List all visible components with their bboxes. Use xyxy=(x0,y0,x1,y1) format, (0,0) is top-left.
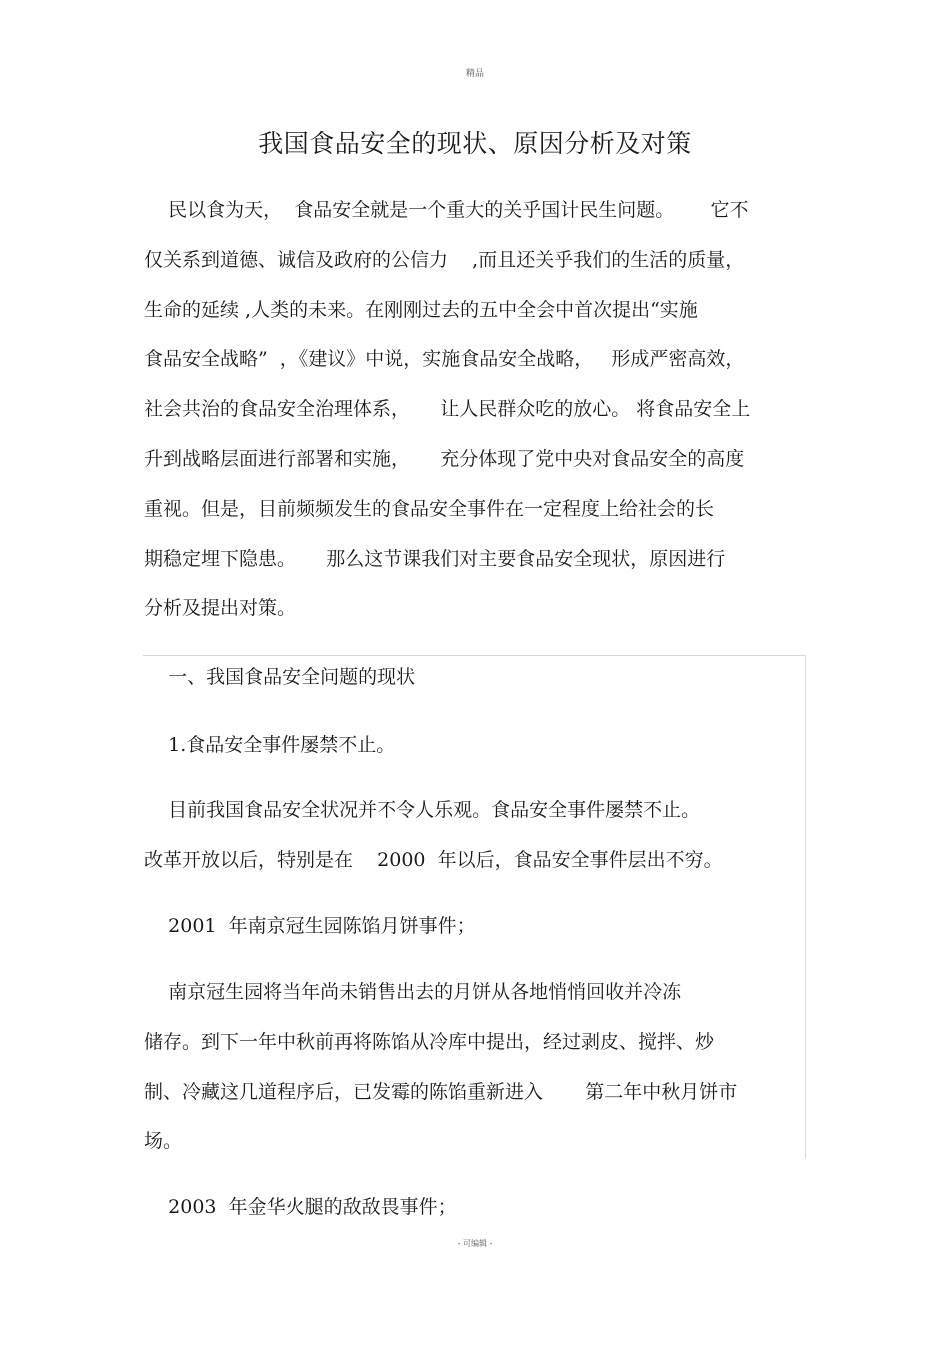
paragraph-line: 目前我国食品安全状况并不令人乐观。食品安全事件屡禁不止。 xyxy=(144,799,701,821)
paragraph-line: 场。 xyxy=(144,1130,183,1152)
intro-paragraph xyxy=(144,190,809,638)
intro-line: 期稳定埋下隐患。 那么这节课我们对主要食品安全现状，原因进行 xyxy=(144,547,726,570)
subsection-heading: 1.食品安全事件屡禁不止。 xyxy=(144,734,396,756)
intro-line: 重视。但是，目前频频发生的食品安全事件在一定程度上给社会的长 xyxy=(144,497,715,520)
intro-line: 分析及提出对策。 xyxy=(144,597,297,620)
intro-line: 民以食为天， 食品安全就是一个重大的关乎国计民生问题。 它不 xyxy=(144,199,749,221)
intro-line: 升到战略层面进行部署和实施， 充分体现了党中央对食品安全的高度 xyxy=(144,447,745,470)
paragraph-line: 制、冷藏这几道程序后，已发霉的陈馅重新进入 第二年中秋月饼市 xyxy=(144,1081,738,1103)
page-header: 精品 xyxy=(465,69,484,79)
intro-line: 社会共治的食品安全治理体系， 让人民群众吃的放心。 将食品安全上 xyxy=(144,398,751,421)
event-heading: 2003 年金华火腿的敌敌畏事件； xyxy=(144,1196,457,1218)
paragraph-line: 储存。到下一年中秋前再将陈馅从冷库中提出，经过剥皮、搅拌、炒 xyxy=(144,1031,715,1053)
paragraph-line: 南京冠生园将当年尚未销售出去的月饼从各地悄悄回收并冷冻 xyxy=(144,981,682,1003)
paragraph-line: 改革开放以后，特别是在 2000 年以后，食品安全事件层出不穷。 xyxy=(144,849,723,871)
section-heading: 一、我国食品安全问题的现状 xyxy=(144,666,416,688)
page-footer: - 可编辑 - xyxy=(457,1239,493,1248)
intro-line: 食品安全战略” ，《建议》中说，实施食品安全战略， 形成严密高效， xyxy=(144,348,745,371)
intro-line: 仅关系到道德、诚信及政府的公信力 ,而且还关乎我们的生活的质量， xyxy=(144,248,745,271)
document-title: 我国食品安全的现状、原因分析及对策 xyxy=(258,129,692,158)
intro-line: 生命的延续 ,人类的未来。在刚刚过去的五中全会中首次提出“实施 xyxy=(144,298,698,321)
event-heading: 2001 年南京冠生园陈馅月饼事件； xyxy=(144,915,476,937)
